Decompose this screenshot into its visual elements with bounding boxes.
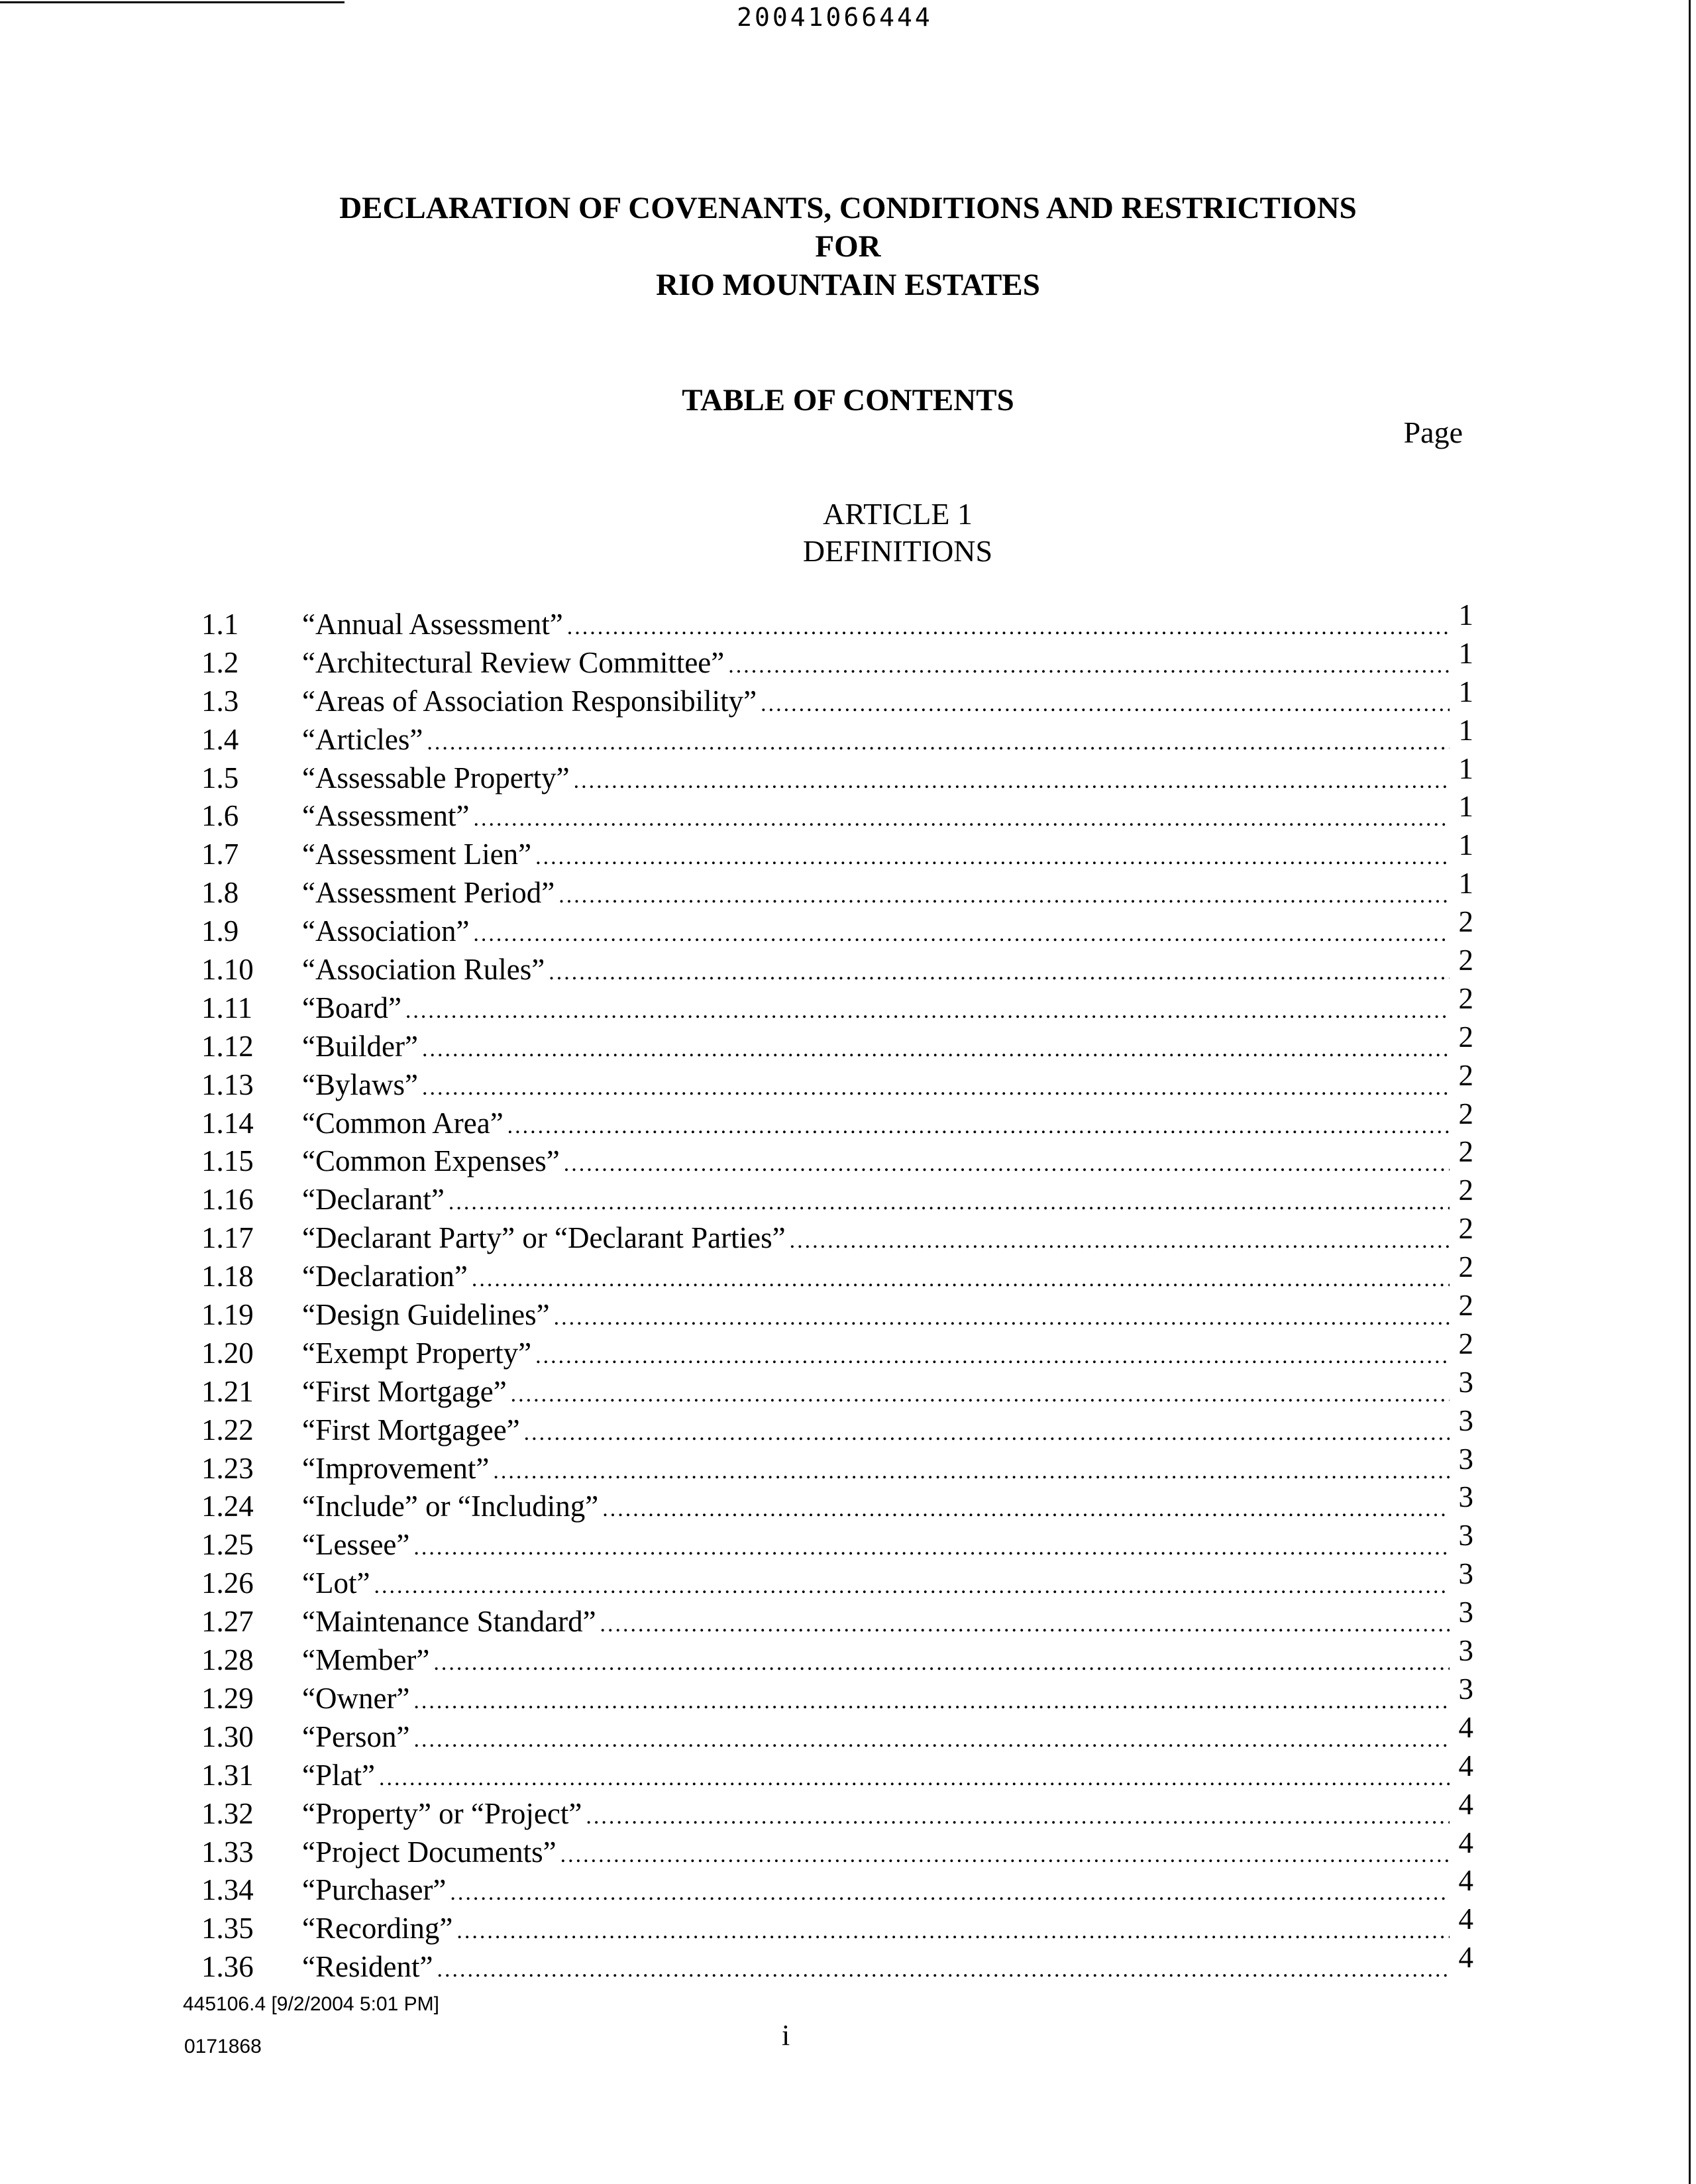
toc-entry-number: 1.27 [201, 1605, 254, 1639]
toc-entry [201, 1020, 1473, 1067]
toc-entry [201, 1250, 1473, 1297]
toc-entry-number: 1.14 [201, 1106, 254, 1140]
toc-entry-number: 1.13 [201, 1067, 254, 1101]
toc-entry [201, 828, 1473, 875]
toc-entry-number: 1.25 [201, 1528, 254, 1562]
toc-entry-page: 2 [1458, 1097, 1473, 1130]
toc-entry-number: 1.29 [201, 1681, 254, 1715]
toc-entry [201, 944, 1473, 991]
toc-entry-number: 1.3 [201, 684, 239, 718]
toc-entry-page: 2 [1458, 905, 1473, 939]
toc-entry-title: “Person” [302, 1720, 410, 1753]
title-line-1: DECLARATION OF COVENANTS, CONDITIONS AND RESTRICTIONS [339, 191, 1357, 225]
toc-dot-leader [554, 1305, 1450, 1331]
toc-entry-number: 1.20 [201, 1336, 254, 1370]
toc-entry [201, 1289, 1473, 1336]
toc-entry-number: 1.17 [201, 1221, 254, 1255]
toc-dot-leader [507, 1114, 1450, 1139]
toc-entry-title: “Lot” [302, 1566, 370, 1600]
toc-entry [201, 1174, 1473, 1221]
toc-entry-title: “Declarant” [302, 1183, 445, 1217]
toc-entry-number: 1.9 [201, 914, 239, 948]
toc-dot-leader [728, 653, 1450, 679]
toc-entry [201, 1442, 1473, 1490]
toc-dot-leader [761, 692, 1450, 717]
toc-dot-leader [567, 615, 1450, 640]
toc-entry-page: 2 [1458, 1174, 1473, 1207]
toc-entry-page: 2 [1458, 944, 1473, 977]
toc-entry-title: “Annual Assessment” [302, 608, 563, 641]
toc-entry-number: 1.36 [201, 1950, 254, 1984]
toc-entry-number: 1.21 [201, 1374, 254, 1408]
toc-dot-leader [473, 806, 1450, 832]
toc-dot-leader [549, 960, 1450, 985]
toc-dot-leader [433, 1651, 1450, 1676]
toc-dot-leader [422, 1075, 1450, 1101]
toc-entry [201, 1557, 1473, 1604]
toc-entry-number: 1.11 [201, 991, 253, 1024]
title-line-3: RIO MOUNTAIN ESTATES [656, 268, 1040, 302]
toc-entry-title: “Assessment Lien” [302, 838, 532, 871]
toc-entry [201, 1749, 1473, 1796]
toc-entry [201, 1826, 1473, 1873]
toc-entry-title: “Exempt Property” [302, 1336, 532, 1370]
toc-entry-title: “Areas of Association Responsibility” [302, 684, 757, 718]
toc-entry-page: 3 [1458, 1480, 1473, 1514]
toc-entry-title: “Maintenance Standard” [302, 1605, 596, 1639]
toc-entry-number: 1.35 [201, 1912, 254, 1945]
article-number: ARTICLE 1 [823, 497, 973, 531]
toc-entry-page: 3 [1458, 1365, 1473, 1399]
toc-entry-page: 1 [1458, 598, 1473, 631]
toc-entry [201, 1634, 1473, 1681]
toc-entry-page: 1 [1458, 867, 1473, 901]
toc-entry-number: 1.2 [201, 645, 239, 679]
toc-dot-leader [586, 1804, 1450, 1829]
toc-dot-leader [405, 999, 1450, 1024]
toc-dot-leader [427, 730, 1450, 755]
toc-heading: TABLE OF CONTENTS [682, 383, 1014, 417]
toc-entry [201, 675, 1473, 722]
toc-entry [201, 598, 1473, 645]
toc-dot-leader [413, 1689, 1450, 1714]
toc-entry-page: 1 [1458, 675, 1473, 708]
toc-entry-page: 4 [1458, 1787, 1473, 1821]
toc-dot-leader [574, 769, 1450, 794]
footer-document-id: 445106.4 [9/2/2004 5:01 PM] [183, 1993, 439, 2015]
toc-entry [201, 1403, 1473, 1451]
toc-entry-number: 1.24 [201, 1490, 254, 1523]
toc-entry-number: 1.10 [201, 953, 254, 987]
toc-entry-page: 2 [1458, 1212, 1473, 1246]
toc-entry-page: 1 [1458, 636, 1473, 670]
toc-entry [201, 1058, 1473, 1106]
toc-entry-page: 4 [1458, 1826, 1473, 1859]
toc-entry-number: 1.12 [201, 1029, 254, 1063]
toc-entry-title: “First Mortgagee” [302, 1413, 520, 1447]
toc-entry [201, 1097, 1473, 1144]
title-line-2: FOR [815, 229, 881, 264]
toc-entry [201, 1864, 1473, 1911]
toc-entry-title: “Project Documents” [302, 1835, 556, 1869]
toc-dot-leader [790, 1228, 1450, 1254]
toc-entry-title: “Recording” [302, 1912, 453, 1945]
toc-dot-leader [602, 1497, 1450, 1522]
toc-entry-page: 3 [1458, 1403, 1473, 1437]
toc-entry [201, 1480, 1473, 1527]
article-heading [0, 496, 1696, 570]
toc-entry [201, 713, 1473, 761]
toc-entry-number: 1.16 [201, 1183, 254, 1217]
toc-entry [201, 1519, 1473, 1566]
toc-list [201, 598, 1473, 1988]
toc-dot-leader [564, 1152, 1450, 1177]
toc-entry-number: 1.7 [201, 838, 239, 871]
toc-entry-title: “Builder” [302, 1029, 418, 1063]
toc-entry-title: “Assessment” [302, 799, 470, 833]
toc-entry [201, 1135, 1473, 1182]
toc-entry [201, 1787, 1473, 1835]
toc-entry-page: 1 [1458, 790, 1473, 824]
toc-entry-title: “Bylaws” [302, 1067, 418, 1101]
toc-entry-number: 1.8 [201, 876, 239, 910]
toc-entry-title: “Resident” [302, 1950, 433, 1984]
toc-dot-leader [450, 1881, 1450, 1906]
toc-entry-title: “Association Rules” [302, 953, 545, 987]
toc-entry [201, 867, 1473, 914]
toc-entry-number: 1.1 [201, 608, 239, 641]
toc-entry-number: 1.26 [201, 1566, 254, 1600]
toc-entry-page: 2 [1458, 1058, 1473, 1092]
toc-entry-page: 2 [1458, 1020, 1473, 1054]
toc-entry-page: 1 [1458, 751, 1473, 785]
toc-entry-page: 4 [1458, 1902, 1473, 1936]
toc-entry-number: 1.22 [201, 1413, 254, 1447]
toc-dot-leader [449, 1190, 1450, 1215]
toc-entry-page: 2 [1458, 1135, 1473, 1169]
toc-entry-title: “Owner” [302, 1681, 410, 1715]
scan-right-edge [1689, 0, 1691, 2184]
toc-entry-number: 1.6 [201, 799, 239, 833]
toc-entry [201, 636, 1473, 684]
toc-entry [201, 905, 1473, 952]
toc-entry-title: “Architectural Review Committee” [302, 645, 725, 679]
toc-entry-title: “Assessable Property” [302, 761, 570, 794]
toc-entry-page: 2 [1458, 981, 1473, 1015]
toc-entry-title: “Include” or “Including” [302, 1490, 599, 1523]
toc-entry-number: 1.28 [201, 1643, 254, 1677]
toc-dot-leader [374, 1574, 1450, 1599]
toc-entry [201, 1710, 1473, 1758]
toc-entry-title: “Association” [302, 914, 470, 948]
toc-dot-leader [379, 1766, 1450, 1791]
document-title [0, 189, 1696, 304]
toc-dot-leader [473, 922, 1450, 947]
toc-entry-page: 4 [1458, 1749, 1473, 1782]
toc-entry-page: 4 [1458, 1864, 1473, 1898]
toc-entry-number: 1.4 [201, 722, 239, 756]
toc-dot-leader [535, 845, 1450, 870]
toc-entry-title: “Plat” [302, 1758, 375, 1792]
toc-entry-number: 1.18 [201, 1260, 254, 1293]
toc-entry-title: “Assessment Period” [302, 876, 555, 910]
toc-entry-title: “Improvement” [302, 1451, 490, 1485]
toc-entry-title: “Purchaser” [302, 1873, 447, 1907]
toc-entry-title: “First Mortgage” [302, 1374, 507, 1408]
toc-entry-page: 4 [1458, 1710, 1473, 1744]
footer-page-number: i [782, 2019, 790, 2051]
toc-dot-leader [511, 1382, 1450, 1407]
toc-entry-page: 3 [1458, 1442, 1473, 1476]
toc-entry-number: 1.5 [201, 761, 239, 794]
toc-entry-page: 3 [1458, 1634, 1473, 1668]
toc-entry [201, 981, 1473, 1029]
toc-entry-title: “Declaration” [302, 1260, 468, 1293]
toc-entry-title: “Lessee” [302, 1528, 410, 1562]
toc-dot-leader [600, 1612, 1450, 1637]
footer-document-reference: 0171868 [184, 2036, 262, 2057]
toc-entry-page: 3 [1458, 1596, 1473, 1629]
page-column-label: Page [1403, 415, 1463, 449]
toc-entry [201, 1212, 1473, 1259]
toc-entry-title: “Board” [302, 991, 401, 1024]
toc-entry [201, 1672, 1473, 1720]
toc-entry [201, 1327, 1473, 1374]
toc-entry [201, 1941, 1473, 1988]
toc-entry-title: “Design Guidelines” [302, 1298, 550, 1332]
toc-dot-leader [456, 1919, 1450, 1944]
toc-entry-number: 1.31 [201, 1758, 254, 1792]
toc-entry [201, 751, 1473, 799]
article-name: DEFINITIONS [802, 534, 993, 568]
toc-entry-title: “Property” or “Project” [302, 1796, 582, 1830]
toc-entry-number: 1.30 [201, 1720, 254, 1753]
toc-entry [201, 1902, 1473, 1949]
toc-entry [201, 790, 1473, 837]
toc-entry-page: 3 [1458, 1672, 1473, 1706]
toc-dot-leader [422, 1037, 1450, 1062]
toc-entry-page: 3 [1458, 1519, 1473, 1553]
toc-entry-page: 1 [1458, 713, 1473, 747]
recording-stamp-number: 20041066444 [737, 3, 933, 32]
toc-dot-leader [524, 1421, 1450, 1446]
toc-entry-number: 1.32 [201, 1796, 254, 1830]
toc-dot-leader [472, 1267, 1450, 1292]
toc-entry-number: 1.33 [201, 1835, 254, 1869]
toc-entry-number: 1.34 [201, 1873, 254, 1907]
toc-dot-leader [413, 1535, 1450, 1560]
toc-entry-number: 1.19 [201, 1298, 254, 1332]
toc-entry-page: 2 [1458, 1250, 1473, 1284]
toc-entry-title: “Declarant Party” or “Declarant Parties” [302, 1221, 786, 1255]
toc-entry-page: 3 [1458, 1557, 1473, 1591]
toc-entry-number: 1.23 [201, 1451, 254, 1485]
toc-dot-leader [413, 1727, 1450, 1753]
toc-entry-page: 4 [1458, 1941, 1473, 1975]
toc-entry-page: 2 [1458, 1289, 1473, 1323]
toc-dot-leader [535, 1344, 1450, 1369]
toc-dot-leader [560, 1843, 1450, 1868]
toc-entry-title: “Member” [302, 1643, 430, 1677]
toc-entry-title: “Common Expenses” [302, 1144, 560, 1178]
toc-entry-page: 2 [1458, 1327, 1473, 1360]
toc-entry-number: 1.15 [201, 1144, 254, 1178]
toc-entry-title: “Common Area” [302, 1106, 504, 1140]
toc-dot-leader [493, 1459, 1450, 1484]
toc-entry [201, 1365, 1473, 1413]
toc-entry-page: 1 [1458, 828, 1473, 862]
toc-dot-leader [558, 883, 1450, 908]
toc-dot-leader [437, 1957, 1450, 1983]
toc-entry-title: “Articles” [302, 722, 423, 756]
toc-entry [201, 1596, 1473, 1643]
